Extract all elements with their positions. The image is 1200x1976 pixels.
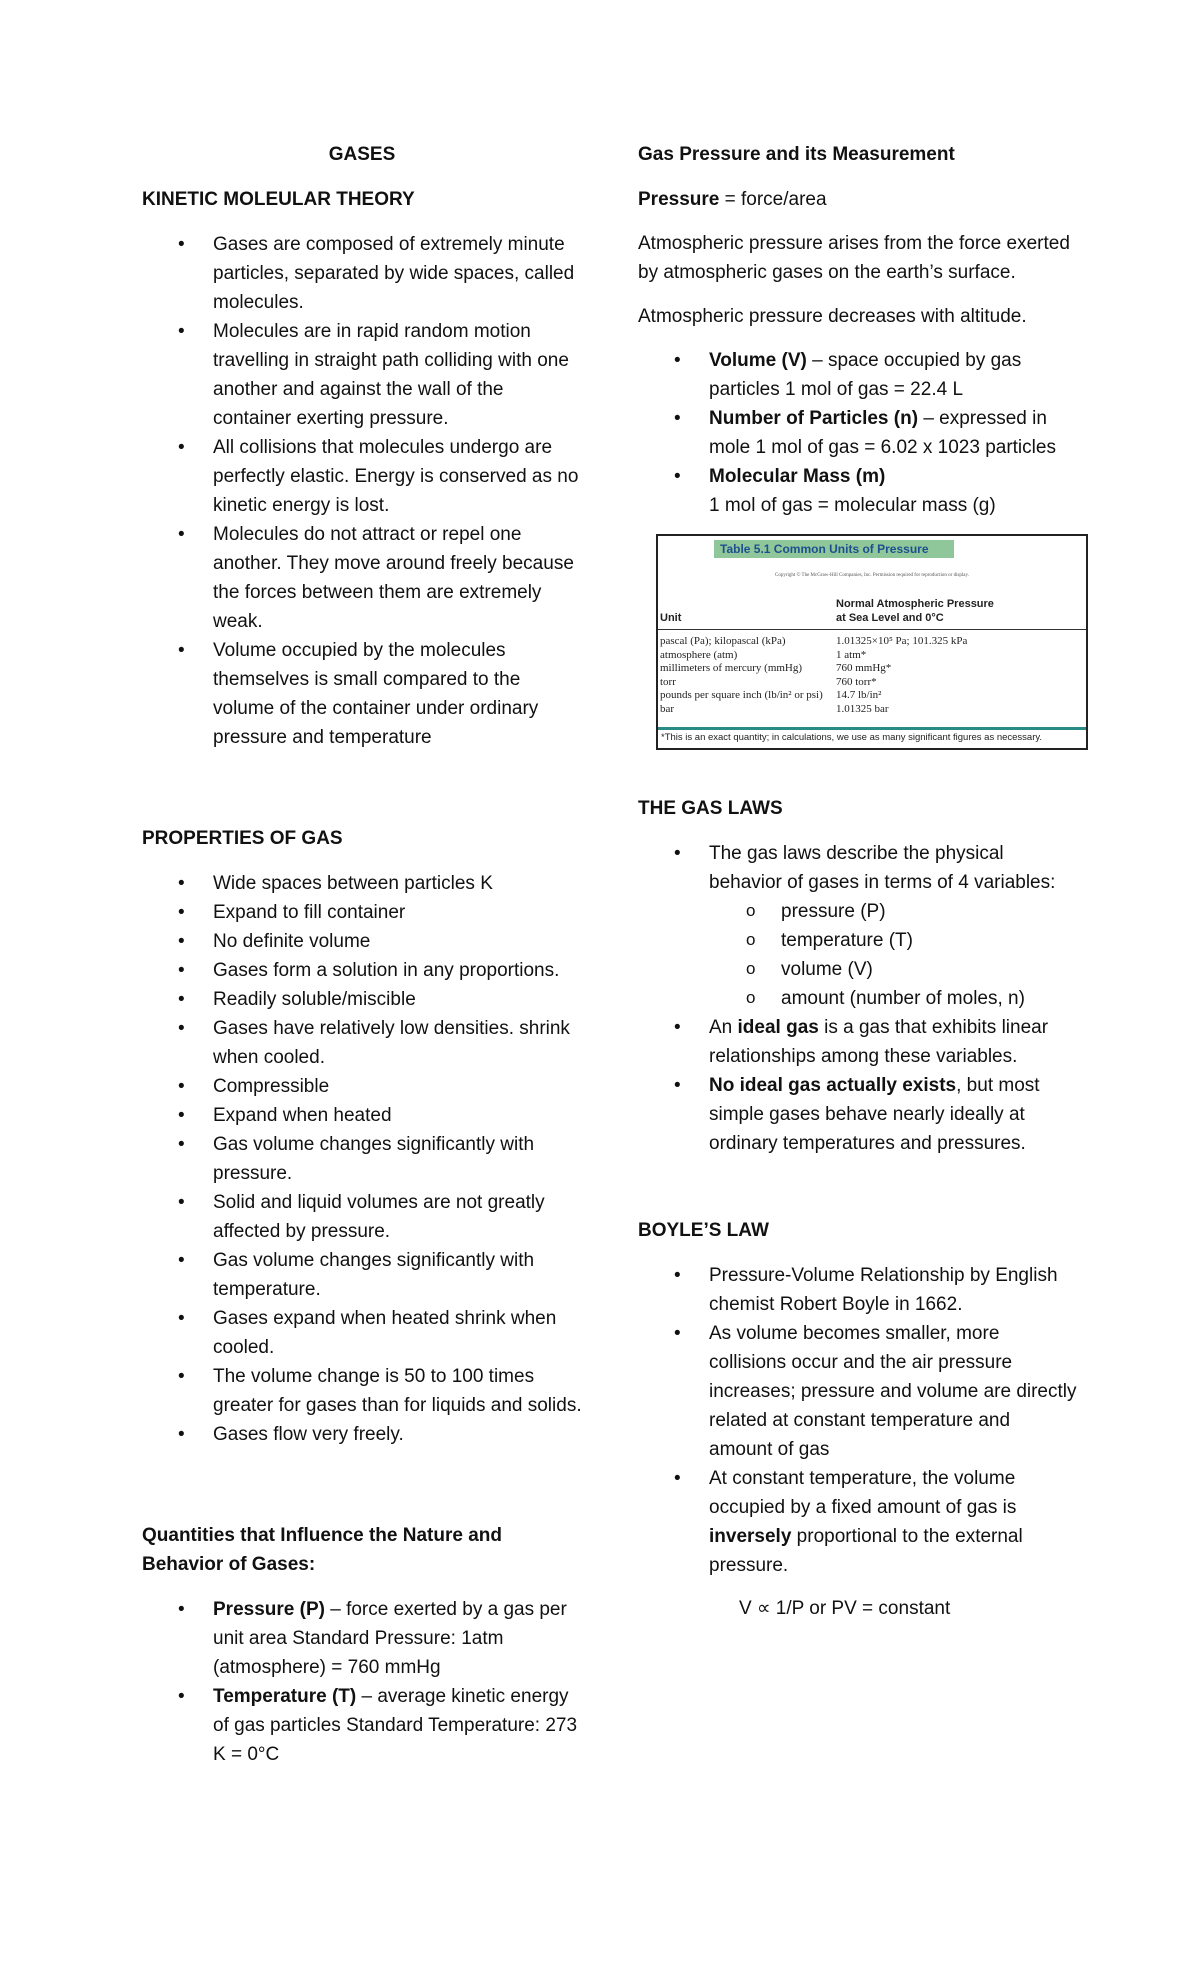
table-col-unit: Unit — [660, 612, 682, 624]
list-item: • Solid and liquid volumes are not greatly affected by pressure. — [213, 1188, 582, 1246]
list-item: • The gas laws describe the physical behavior of gases in terms of 4 variables: o pressure (P) o temperature (T) o volume (V) o amount (number of moles, n) — [709, 839, 1078, 1013]
kmt-heading: KINETIC MOLEULAR THEORY — [142, 189, 415, 210]
pressure-definition: Pressure = force/area — [638, 189, 827, 210]
variables-list — [709, 897, 1078, 1013]
table-cell: atmosphere (atm) — [660, 648, 738, 661]
properties-list — [142, 869, 582, 1449]
document-title: GASES — [328, 144, 396, 165]
list-item: • Gases form a solution in any proportions. — [213, 956, 582, 985]
boyles-law-heading: BOYLE’S LAW — [638, 1220, 769, 1241]
table-footnote: *This is an exact quantity; in calculations, we use as many significant figures as necessary. — [658, 727, 1086, 748]
atmospheric-paragraph: Atmospheric pressure arises from the force exerted by atmospheric gases on the earth’s surface. — [638, 233, 1070, 283]
table-copyright: Copyright © The McGraw-Hill Companies, Inc. Permission required for reproduction or display. — [775, 573, 969, 578]
term: Pressure — [638, 189, 720, 210]
list-item: • Molecules are in rapid random motion travelling in straight path colliding with one another and against the wall of the container exerting pressure. — [213, 317, 582, 433]
gas-laws-list — [638, 839, 1078, 1158]
term: Molecular Mass (m) — [709, 466, 886, 487]
table-cell: 14.7 lb/in² — [836, 689, 882, 701]
table-cell: 1.01325×10⁵ Pa; 101.325 kPa — [836, 635, 968, 647]
list-item: • Gases flow very freely. — [213, 1420, 582, 1449]
term: Temperature (T) — [213, 1686, 357, 1707]
left-column — [142, 140, 582, 1783]
table-cell: 1.01325 bar — [836, 702, 889, 715]
right-column — [638, 140, 1078, 1623]
list-item: • At constant temperature, the volume occupied by a fixed amount of gas is inversely proportional to the external pressure. — [709, 1464, 1078, 1580]
pressure-units-table — [656, 534, 1088, 750]
list-item: • Pressure-Volume Relationship by English chemist Robert Boyle in 1662. — [709, 1261, 1078, 1319]
table-cell: torr — [660, 675, 676, 688]
variable-item: o volume (V) — [781, 955, 1078, 984]
measurement-list — [638, 346, 1078, 520]
properties-heading: PROPERTIES OF GAS — [142, 828, 343, 849]
table-header-rule — [658, 629, 1086, 630]
table-unit-column — [660, 635, 823, 716]
list-item: • The volume change is 50 to 100 times greater for gases than for liquids and solids. — [213, 1362, 582, 1420]
term: No ideal gas actually exists — [709, 1075, 957, 1096]
list-item — [213, 1595, 582, 1682]
list-item: • All collisions that molecules undergo are perfectly elastic. Energy is conserved as no kinetic energy is lost. — [213, 433, 582, 520]
kmt-list — [142, 230, 582, 752]
table-cell: 760 torr* — [836, 675, 877, 688]
list-item: • Gas volume changes significantly with temperature. — [213, 1246, 582, 1304]
list-item: • Gas volume changes significantly with pressure. — [213, 1130, 582, 1188]
list-item: • Number of Particles (n) – expressed in mole 1 mol of gas = 6.02 x 1023 particles — [709, 404, 1078, 462]
table-cell: pascal (Pa); kilopascal (kPa) — [660, 635, 786, 647]
list-item: • Gases have relatively low densities. shrink when cooled. — [213, 1014, 582, 1072]
table-cell: 1 atm* — [836, 648, 867, 661]
boyles-law-formula: V ∝ 1/P or PV = constant — [739, 1598, 951, 1619]
table-cell: bar — [660, 702, 675, 715]
term: Number of Particles (n) — [709, 408, 919, 429]
gas-laws-heading: THE GAS LAWS — [638, 798, 783, 819]
term: Volume (V) — [709, 350, 807, 371]
pressure-heading: Gas Pressure and its Measurement — [638, 144, 955, 165]
list-item: • Expand to fill container — [213, 898, 582, 927]
table-cell: 760 mmHg* — [836, 662, 892, 674]
list-item: • Molecules do not attract or repel one another. They move around freely because the forces between them are extremely weak. — [213, 520, 582, 636]
term: inversely — [709, 1526, 792, 1547]
list-item: • Wide spaces between particles K — [213, 869, 582, 898]
table-col-value-line1: Normal Atmospheric Pressure — [836, 598, 994, 610]
table-cell: pounds per square inch (lb/in² or psi) — [660, 689, 823, 701]
list-item: • Molecular Mass (m) 1 mol of gas = molecular mass (g) — [709, 462, 1078, 520]
table-col-value-line2: at Sea Level and 0°C — [836, 612, 944, 624]
altitude-paragraph: Atmospheric pressure decreases with altitude. — [638, 306, 1027, 327]
list-item: • Compressible — [213, 1072, 582, 1101]
table-cell: millimeters of mercury (mmHg) — [660, 662, 803, 674]
variable-item: o temperature (T) — [781, 926, 1078, 955]
definition: – force exerted by a gas per unit area Standard Pressure: 1atm (atmosphere) = 760 mmHg — [213, 1599, 567, 1678]
quantities-list — [142, 1595, 582, 1769]
table-value-column — [836, 635, 967, 716]
list-item: • Volume (V) – space occupied by gas particles 1 mol of gas = 22.4 L — [709, 346, 1078, 404]
list-item: • Volume occupied by the molecules themselves is small compared to the volume of the container under ordinary pressure and temperature — [213, 636, 582, 752]
list-item: • No ideal gas actually exists, but most simple gases behave nearly ideally at ordinary temperatures and pressures. — [709, 1071, 1078, 1158]
variable-item: o amount (number of moles, n) — [781, 984, 1078, 1013]
variable-item: o pressure (P) — [781, 897, 1078, 926]
list-item: • Expand when heated — [213, 1101, 582, 1130]
list-item: • Gases are composed of extremely minute particles, separated by wide spaces, called molecules. — [213, 230, 582, 317]
term: Pressure (P) — [213, 1599, 325, 1620]
definition: – average kinetic energy of gas particles Standard Temperature: 273 K = 0°C — [213, 1686, 578, 1765]
list-item: • Gases expand when heated shrink when cooled. — [213, 1304, 582, 1362]
list-item: • No definite volume — [213, 927, 582, 956]
list-item: • Readily soluble/miscible — [213, 985, 582, 1014]
list-item — [213, 1682, 582, 1769]
term: ideal gas — [737, 1017, 819, 1038]
boyles-law-list — [638, 1261, 1078, 1580]
list-item: • As volume becomes smaller, more collisions occur and the air pressure increases; pressure and volume are directly related at constant temperature and amount of gas — [709, 1319, 1078, 1464]
list-item: • An ideal gas is a gas that exhibits linear relationships among these variables. — [709, 1013, 1078, 1071]
table-title: Table 5.1 Common Units of Pressure — [714, 540, 954, 558]
quantities-heading: Quantities that Influence the Nature and Behavior of Gases: — [142, 1525, 502, 1575]
